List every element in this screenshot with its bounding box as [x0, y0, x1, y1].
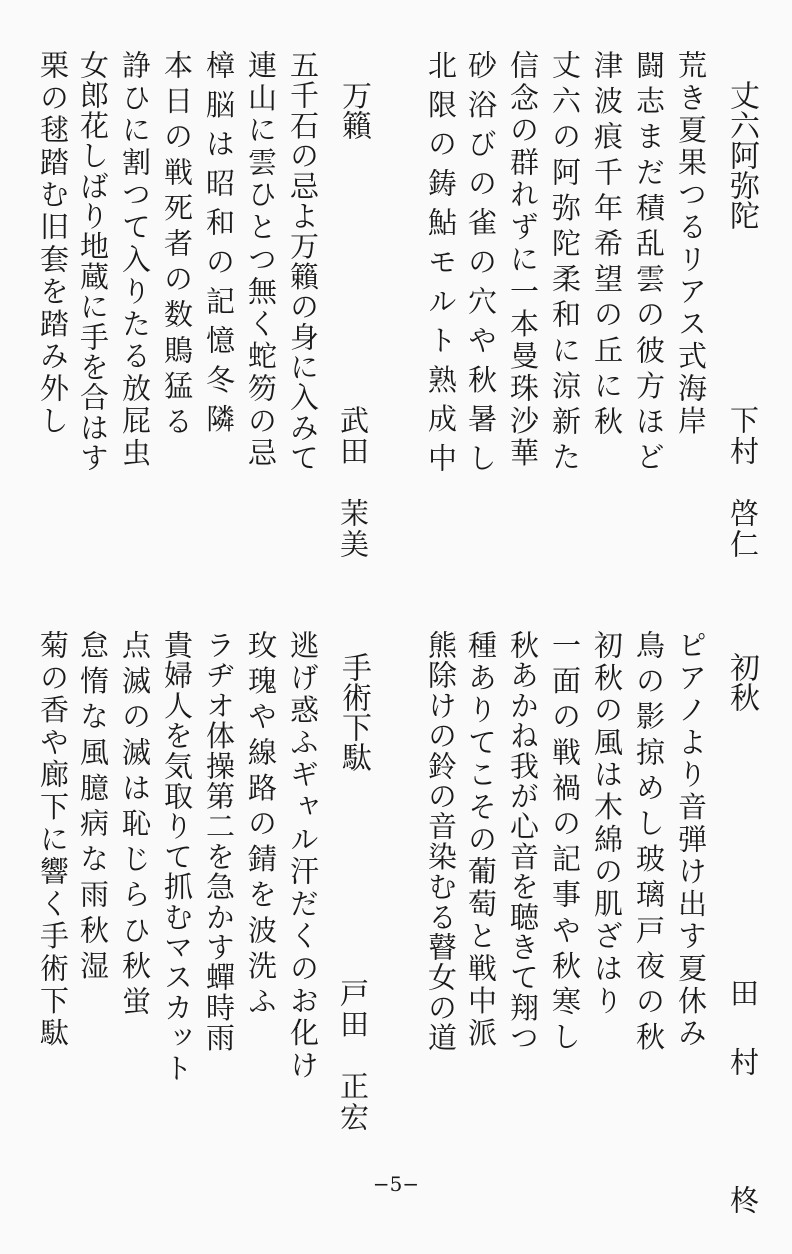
page-number: −5−	[372, 1172, 420, 1196]
poem-line: 種ありてこその葡萄と戦中派	[464, 630, 498, 1050]
poem-line: 熊除けの鈴の音染むる瞽女の道	[424, 630, 458, 1053]
poem-line: 樟脳は昭和の記憶冬隣	[202, 50, 236, 443]
section-author: 下村 啓仁	[726, 405, 760, 560]
poem-line: 五千石の忌よ万籟の身に入みて	[286, 50, 320, 473]
section-author: 戸田 正宏	[336, 978, 370, 1133]
poem-line: 連山に雲ひとつ無く蛇笏の忌	[244, 50, 278, 470]
poem-line: 一面の戦禍の記事や秋寒し	[548, 630, 582, 1058]
poem-line: 津波痕千年希望の丘に秋	[590, 50, 624, 442]
poem-line: 信念の群れずに一本曼珠沙華	[506, 50, 540, 470]
poem-line: 砂浴びの雀の穴や秋暑し	[464, 50, 498, 483]
poem-line: 栗の毬踏む旧套を踏み外し	[36, 50, 70, 438]
poem-line: 怠惰な風臆病な雨秋湿	[76, 630, 110, 986]
section-title: 丈六阿弥陀	[724, 80, 759, 230]
section-author: 武田 茉美	[336, 405, 370, 560]
poem-line: 北限の鋳鮎モルト熟成中	[424, 50, 458, 483]
poem-line: 菊の香や廊下に響く手術下駄	[36, 630, 70, 1050]
section-title: 初秋	[724, 652, 759, 712]
poem-line: 逃げ惑ふギャル汗だくのお化け	[286, 630, 320, 1083]
section-title: 万籟	[336, 80, 371, 140]
section-author: 田村 柊	[726, 978, 760, 1254]
poem-line: 鳥の影掠めし玻璃戸夜の秋	[632, 630, 666, 1058]
section-title: 手術下駄	[336, 652, 371, 772]
poem-line: ラヂオ体操第二を急かす蟬時雨	[202, 630, 236, 1053]
poem-line: 貴婦人を気取りて抓むマスカット	[160, 630, 194, 1083]
poem-line: 荒き夏果つるリアス式海岸	[674, 50, 708, 438]
poem-line: 諍ひに割つて入りたる放屁虫	[118, 50, 152, 470]
poem-line: 丈六の阿弥陀柔和に涼新た	[548, 50, 582, 478]
poem-line: 本日の戦死者の数鵙猛る	[160, 50, 194, 442]
poem-line: 初秋の風は木綿の肌ざはり	[590, 630, 624, 1018]
poem-line: 玫瑰や線路の錆を波洗ふ	[244, 630, 278, 1022]
poem-line: 闘志まだ積乱雲の彼方ほど	[632, 50, 666, 478]
poem-line: ピアノより音弾け出す夏休み	[674, 630, 708, 1050]
poem-line: 女郎花しばり地蔵に手を合はす	[76, 50, 110, 473]
poem-line: 秋あかね我が心音を聴きて翔つ	[506, 630, 540, 1053]
poem-line: 点滅の滅は恥じらひ秋蛍	[118, 630, 152, 1022]
